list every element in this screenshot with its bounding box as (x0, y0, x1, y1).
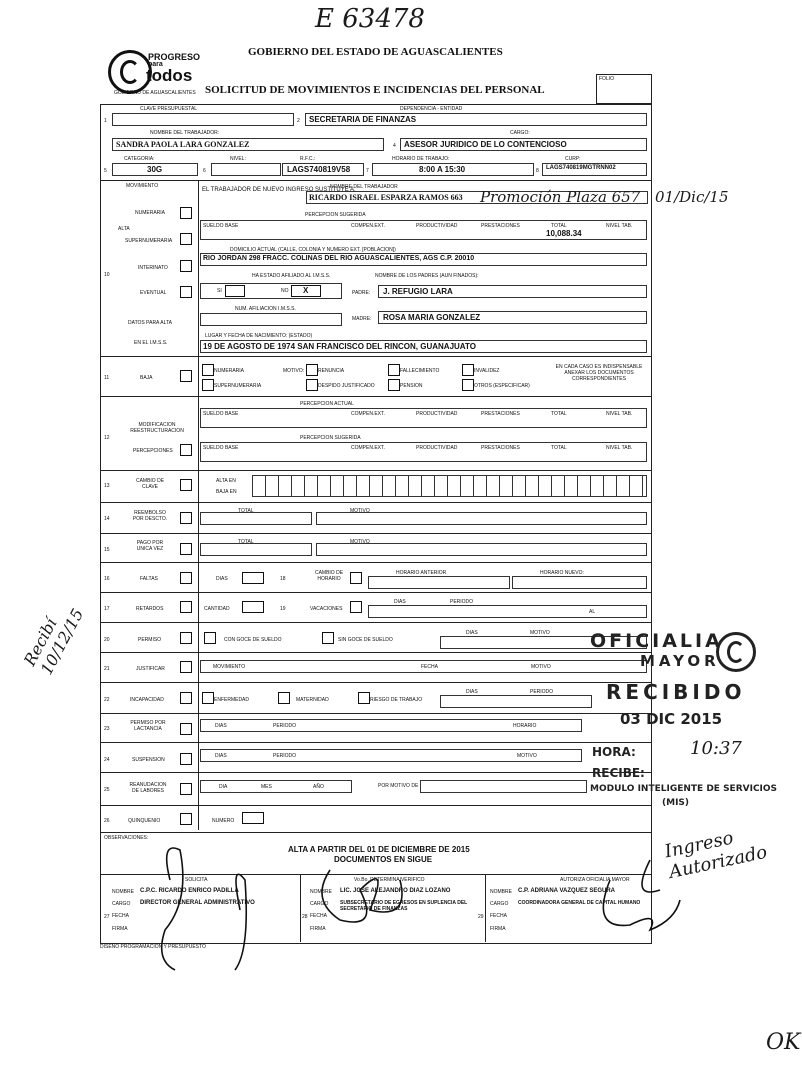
field-num-14: 14 (104, 516, 110, 522)
madre-value: ROSA MARIA GONZALEZ (383, 313, 481, 322)
divider-baja (100, 356, 651, 357)
curp-label: CURP: (565, 156, 581, 162)
reembolso-total-input[interactable] (200, 512, 312, 525)
baja-numeraria-label: NUMERARIA (214, 368, 245, 374)
baja-nota: EN CADA CASO ES INDISPENSABLE ANEXAR LOS DOCUMENTOS CORRESPONDIENTES (555, 364, 643, 382)
permiso-motivo-label: MOTIVO (530, 630, 550, 636)
por-motivo-label: POR MOTIVO DE (378, 783, 419, 789)
fallecimiento-checkbox[interactable] (388, 364, 400, 376)
field-num-6: 6 (203, 168, 206, 174)
ma-compen-ext: COMPEN.EXT. (351, 411, 385, 417)
horario-anterior-label: HORARIO ANTERIOR (396, 570, 447, 576)
divider-13 (100, 470, 651, 471)
divider-14 (100, 502, 651, 503)
stamp-logo-icon (716, 632, 756, 672)
justificar-fecha-label: FECHA (421, 664, 438, 670)
suspension-periodo-label: PERIODO (273, 753, 297, 759)
ms-total: TOTAL (551, 445, 567, 451)
vac-dias-label: DIAS (394, 599, 406, 605)
incap-dias-label: DIAS (466, 689, 478, 695)
vacaciones-label: VACACIONES (310, 606, 343, 612)
file-number: E 63478 (315, 4, 425, 34)
divider-17 (100, 592, 651, 593)
reembolso-total-label: TOTAL (238, 508, 254, 514)
footer-label: DISEÑO PROGRAMACION Y PRESUPUESTO (100, 944, 206, 950)
pago-unica-label: PAGO POR UNICA VEZ (136, 540, 164, 552)
suspension-checkbox[interactable] (180, 753, 192, 765)
si-label: SI (217, 288, 222, 294)
padre-value: J. REFUGIO LARA (383, 287, 453, 296)
enfermedad-checkbox[interactable] (202, 692, 214, 704)
por-motivo-input[interactable] (420, 780, 587, 793)
percepcion-sugerida-label: PERCEPCION SUGERIDA (305, 212, 366, 218)
ma-nivel-tab: NIVEL TAB. (606, 411, 633, 417)
divider-22 (100, 682, 651, 683)
invalidez-checkbox[interactable] (462, 364, 474, 376)
productividad-label: PRODUCTIVIDAD (416, 223, 458, 229)
percepcion-actual-label: PERCEPCION ACTUAL (300, 401, 354, 407)
stamp-recibe-label: RECIBE: (592, 766, 645, 780)
nombre-trab-label: NOMBRE DEL TRABAJADOR (330, 184, 398, 190)
clave-label: CLAVE PRESUPUESTAL (140, 106, 198, 112)
sin-goce-checkbox[interactable] (322, 632, 334, 644)
baja-supernumeraria-checkbox[interactable] (202, 379, 214, 391)
rfc-input[interactable] (282, 163, 364, 176)
renuncia-label: RENUNCIA (318, 368, 345, 374)
dependencia-input[interactable] (305, 113, 647, 126)
maternidad-label: MATERNIDAD (296, 697, 329, 703)
percepcion-sugerida-mod-label: PERCEPCION SUGERIDA (300, 435, 361, 441)
field-num-13: 13 (104, 483, 110, 489)
rfc-value: LAGS740819V58 (287, 165, 351, 174)
field-num-2: 2 (297, 118, 300, 124)
column-divider (198, 180, 199, 830)
stamp-fecha: 03 DIC 2015 (620, 710, 723, 728)
solicita-firma-label: FIRMA (112, 926, 128, 932)
padre-label: PADRE: (352, 290, 371, 296)
vobo-label: Vo.Bo. DETERMINA/VERIFICO (354, 877, 425, 883)
justificar-label: JUSTIFICAR (136, 666, 165, 672)
ma-prestaciones: PRESTACIONES (481, 411, 520, 417)
justificar-mov-label: MOVIMIENTO (213, 664, 246, 670)
afiliado-label: HA ESTADO AFILIADO AL I.M.S.S. (252, 273, 331, 279)
field-num-25: 25 (104, 787, 110, 793)
lactancia-dias-label: DIAS (215, 723, 227, 729)
reanudacion-label: REANUDACION DE LABORES (129, 782, 167, 794)
num-afil-label: NUM. AFILIACION I.M.S.S. (235, 306, 296, 312)
autoriza-cargo: COORDINADORA GENERAL DE CAPITAL HUMANO (518, 900, 641, 906)
percepcion-actual-row[interactable] (200, 408, 647, 428)
dependencia-label: DEPENDENCIA - ENTIDAD (400, 106, 463, 112)
field-num-1: 1 (104, 118, 107, 124)
field-num-7: 7 (366, 168, 369, 174)
logo-caption: GOBIERNO DE AGUASCALIENTES (114, 90, 196, 96)
enfermedad-label: ENFERMEDAD (214, 697, 250, 703)
stamp-recibido: RECIBIDO (606, 680, 746, 704)
permiso-dias-label: DIAS (466, 630, 478, 636)
field-num-26: 26 (104, 818, 110, 824)
cambio-horario-checkbox[interactable] (350, 572, 362, 584)
ms-compen-ext: COMPEN.EXT. (351, 445, 385, 451)
horario-nuevo-input[interactable] (512, 576, 647, 589)
si-checkbox[interactable] (225, 285, 245, 297)
baja-numeraria-checkbox[interactable] (202, 364, 214, 376)
invalidez-label: INVALIDEZ (474, 368, 500, 374)
lactancia-horario-label: HORARIO (513, 723, 537, 729)
alta-en-label: ALTA EN (216, 478, 236, 484)
quinquenio-numero-label: NUMERO (212, 818, 235, 824)
despido-label: DESPIDO JUSTIFICADO (318, 383, 375, 389)
field-num-8: 8 (536, 168, 539, 174)
supernumeraria-checkbox[interactable] (180, 233, 192, 245)
cambio-clave-label: CAMBIO DE CLAVE (135, 478, 165, 490)
pago-total-input[interactable] (200, 543, 312, 556)
autoriza-fecha-label: FECHA (490, 913, 507, 919)
cantidad-input[interactable] (242, 601, 264, 613)
stamp-line2: MAYOR (640, 652, 720, 670)
baja-supernumeraria-label: SUPERNUMERARIA (214, 383, 262, 389)
curp-value: LAGS740819MGTRNN02 (546, 165, 616, 171)
pension-checkbox[interactable] (388, 379, 400, 391)
gov-title: GOBIERNO DEL ESTADO DE AGUASCALIENTES (248, 46, 503, 58)
otros-checkbox[interactable] (462, 379, 474, 391)
pago-motivo-label: MOTIVO (350, 539, 370, 545)
suspension-dias-label: DIAS (215, 753, 227, 759)
margin-note-right: Ingreso Autorizado (662, 827, 770, 883)
logo-line2: para (148, 61, 163, 68)
stamp-hora-value: 10:37 (690, 738, 742, 759)
nivel-tab-label: NIVEL TAB. (606, 223, 633, 229)
divider-modificacion (100, 396, 651, 397)
lactancia-checkbox[interactable] (180, 723, 192, 735)
reanudacion-checkbox[interactable] (180, 783, 192, 795)
ms-prestaciones: PRESTACIONES (481, 445, 520, 451)
domicilio-label: DOMICILIO ACTUAL (CALLE, COLONIA Y NUMERO EXT. [POBLACION]) (230, 247, 396, 253)
signatures-scribble (130, 820, 690, 980)
suspension-label: SUSPENSION (132, 757, 165, 763)
eventual-label: EVENTUAL (140, 290, 167, 296)
margin-note-bottom: OK (766, 1030, 801, 1055)
cargo-input[interactable] (400, 138, 647, 151)
ms-productividad: PRODUCTIVIDAD (416, 445, 458, 451)
field-num-29: 29 (478, 914, 484, 920)
autoriza-cargo-label: CARGO (490, 901, 509, 907)
cargo-value: ASESOR JURIDICO DE LO CONTENCIOSO (404, 140, 567, 149)
field-num-24: 24 (104, 757, 110, 763)
faltas-dias-label: DIAS (216, 576, 228, 582)
field-num-4: 4 (393, 143, 396, 149)
field-num-16: 16 (104, 576, 110, 582)
solicita-cargo-label: CARGO (112, 901, 131, 907)
reanudacion-mes-label: MES (261, 784, 272, 790)
total-label: TOTAL (551, 223, 567, 229)
prestaciones-label: PRESTACIONES (481, 223, 520, 229)
interinato-label: INTERINATO (138, 265, 168, 271)
logo-line1: PROGRESO (148, 52, 201, 62)
vobo-firma-label: FIRMA (310, 926, 326, 932)
madre-input[interactable] (378, 311, 647, 324)
lactancia-periodo-label: PERIODO (273, 723, 297, 729)
maternidad-checkbox[interactable] (278, 692, 290, 704)
field-num-21: 21 (104, 666, 110, 672)
observaciones-line2: DOCUMENTOS EN SIGUE (334, 855, 433, 864)
movimiento-col-label: MOVIMIENTO (126, 183, 159, 189)
field-num-18: 18 (280, 576, 286, 582)
no-label: NO (281, 288, 289, 294)
ma-productividad: PRODUCTIVIDAD (416, 411, 458, 417)
riesgo-label: RIESGO DE TRABAJO (370, 697, 423, 703)
incapacidad-label: INCAPACIDAD (130, 697, 164, 703)
retardos-label: RETARDOS (136, 606, 164, 612)
ms-nivel-tab: NIVEL TAB. (606, 445, 633, 451)
field-num-27: 27 (104, 914, 110, 920)
reembolso-checkbox[interactable] (180, 512, 192, 524)
solicita-nombre-label: NOMBRE (112, 889, 134, 895)
nombre-value: SANDRA PAOLA LARA GONZALEZ (116, 140, 250, 149)
retardos-checkbox[interactable] (180, 601, 192, 613)
divider-23 (100, 713, 651, 714)
cambio-clave-grid[interactable] (252, 475, 647, 497)
percepciones-checkbox[interactable] (180, 444, 192, 456)
sustituye-label: EL TRABAJADOR DE NUEVO INGRESO SUSTITUYE A: (202, 187, 356, 193)
ms-sueldo-base: SUELDO BASE (203, 445, 239, 451)
cargo-label: CARGO: (510, 130, 530, 136)
logo-line3: todos (146, 66, 193, 85)
folio-label: FOLIO (599, 76, 615, 82)
categoria-value: 30G (147, 165, 163, 174)
domicilio-input[interactable] (200, 253, 647, 266)
en-imss-label: EN EL I.M.S.S. (134, 340, 168, 346)
divider-20 (100, 622, 651, 623)
reanudacion-anio-label: AÑO (313, 784, 324, 790)
handwritten-date: 01/Dic/15 (655, 188, 729, 206)
autoriza-nombre-label: NOMBRE (490, 889, 512, 895)
eventual-checkbox[interactable] (180, 286, 192, 298)
lactancia-label: PERMISO POR LACTANCIA (130, 720, 166, 732)
vobo-fecha-label: FECHA (310, 913, 327, 919)
horario-value: 8:00 A 15:30 (419, 165, 466, 174)
field-num-22: 22 (104, 697, 110, 703)
num-afil-input[interactable] (200, 313, 342, 326)
reanudacion-fecha-input[interactable] (200, 780, 352, 793)
suspension-input[interactable] (200, 749, 582, 762)
solicita-fecha-label: FECHA (112, 913, 129, 919)
stamp-mis: (MIS) (662, 798, 690, 808)
stamp-hora-label: HORA: (592, 745, 636, 759)
vobo-cargo: SUBSECRETARIO DE EGRESOS EN SUPLENCIA DEL SECRETARIO DE FINANZAS (340, 900, 468, 912)
reembolso-label: REEMBOLSO POR DESCTO. (132, 510, 168, 522)
divider-25 (100, 772, 651, 773)
field-num-10: 10 (104, 272, 110, 278)
percepcion-sugerida-row[interactable] (200, 220, 647, 240)
pension-label: PENSION (400, 383, 423, 389)
field-num-28: 28 (302, 914, 308, 920)
pago-total-label: TOTAL (238, 539, 254, 545)
interinato-checkbox[interactable] (180, 260, 192, 272)
nivel-input[interactable] (211, 163, 281, 176)
horario-anterior-input[interactable] (368, 576, 510, 589)
categoria-input[interactable] (112, 163, 198, 176)
solicita-label: SOLICITA (185, 877, 208, 883)
numeraria-checkbox[interactable] (180, 207, 192, 219)
justificar-input[interactable] (200, 660, 647, 673)
alta-label: ALTA (118, 226, 130, 232)
pago-unica-checkbox[interactable] (180, 543, 192, 555)
observaciones-line1: ALTA A PARTIR DEL 01 DE DICIEMBRE DE 2015 (288, 845, 470, 854)
padres-label: NOMBRE DE LOS PADRES (AUN FINADOS): (375, 273, 479, 279)
divider-21 (100, 652, 651, 653)
incapacidad-checkbox[interactable] (180, 692, 192, 704)
permiso-checkbox[interactable] (180, 632, 192, 644)
baja-label: BAJA (140, 375, 153, 381)
field-num-5: 5 (104, 168, 107, 174)
afiliado-row (200, 283, 342, 299)
nivel-label: NIVEL: (230, 156, 246, 162)
reembolso-motivo-label: MOTIVO (350, 508, 370, 514)
con-goce-label: CON GOCE DE SUELDO (224, 637, 282, 643)
permiso-label: PERMISO (138, 637, 162, 643)
con-goce-checkbox[interactable] (204, 632, 216, 644)
faltas-dias-input[interactable] (242, 572, 264, 584)
total-value: 10,088.34 (546, 229, 582, 238)
vacaciones-checkbox[interactable] (350, 601, 362, 613)
riesgo-checkbox[interactable] (358, 692, 370, 704)
vobo-cargo-label: CARGO (310, 901, 329, 907)
folio-box[interactable] (596, 74, 652, 104)
vac-periodo-label: PERIODO (450, 599, 474, 605)
fallecimiento-label: FALLECIMIENTO (400, 368, 440, 374)
curp-input[interactable] (542, 163, 647, 176)
divider-24 (100, 742, 651, 743)
pago-motivo-input[interactable] (316, 543, 647, 556)
lugar-input[interactable] (200, 340, 647, 353)
divider-movimiento (100, 180, 651, 181)
field-num-12: 12 (104, 435, 110, 441)
despido-checkbox[interactable] (306, 379, 318, 391)
baja-checkbox[interactable] (180, 370, 192, 382)
cantidad-label: CANTIDAD (204, 606, 230, 612)
incap-periodo-label: PERIODO (530, 689, 554, 695)
rfc-label: R.F.C.: (300, 156, 316, 162)
cambio-clave-checkbox[interactable] (180, 479, 192, 491)
supernumeraria-label: SUPERNUMERARIA (125, 238, 173, 244)
nombre-label: NOMBRE DEL TRABAJADOR: (150, 130, 220, 136)
horario-nuevo-label: HORARIO NUEVO: (540, 570, 584, 576)
nombre-input[interactable] (112, 138, 384, 151)
margin-note-left: Recibí 10/12/15 (20, 605, 88, 678)
field-num-15: 15 (104, 547, 110, 553)
domicilio-value: RIO JORDAN 298 FRACC. COLINAS DEL RIO AGUASCALIENTES, AGS C.P. 20010 (203, 255, 475, 262)
modificacion-label: MODIFICACION REESTRUCTURACION (130, 422, 184, 434)
lugar-label: LUGAR Y FECHA DE NACIMIENTO: (ESTADO) (205, 333, 313, 339)
field-num-20: 20 (104, 637, 110, 643)
divider-26 (100, 805, 651, 806)
dependencia-value: SECRETARIA DE FINANZAS (309, 115, 417, 124)
cambio-horario-label: CAMBIO DE HORARIO (314, 570, 344, 582)
percepciones-label: PERCEPCIONES (133, 448, 173, 454)
form-title: SOLICITUD DE MOVIMIENTOS E INCIDENCIAS DEL PERSONAL (205, 84, 545, 96)
autoriza-firma-label: FIRMA (490, 926, 506, 932)
vacaciones-input[interactable] (368, 605, 647, 618)
quinquenio-label: QUINQUENIO (128, 818, 161, 824)
lugar-value: 19 DE AGOSTO DE 1974 SAN FRANCISCO DEL RINCON, GUANAJUATO (203, 342, 476, 351)
field-num-19: 19 (280, 606, 286, 612)
horario-label: HORARIO DE TRABAJO: (392, 156, 450, 162)
stamp-line1: OFICIALIA (590, 630, 723, 652)
observaciones-label: OBSERVACIONES: (104, 835, 149, 841)
autoriza-nombre: C.P. ADRIANA VAZQUEZ SEGURA (518, 888, 616, 894)
suspension-motivo-label: MOTIVO (517, 753, 537, 759)
compen-ext-label: COMPEN.EXT. (351, 223, 385, 229)
vac-al-label: AL (589, 609, 596, 615)
divider-16 (100, 562, 651, 563)
reembolso-motivo-input[interactable] (316, 512, 647, 525)
divider-15 (100, 533, 651, 534)
vobo-nombre: LIC. JOSE ALEJANDRO DIAZ LOZANO (340, 888, 451, 894)
baja-en-label: BAJA EN (216, 489, 237, 495)
sueldo-base-label: SUELDO BASE (203, 223, 239, 229)
datos-alta-label: DATOS PARA ALTA (128, 320, 172, 326)
solicita-cargo: DIRECTOR GENERAL ADMINISTRATIVO (140, 900, 255, 906)
faltas-label: FALTAS (140, 576, 158, 582)
baja-motivo-label: MOTIVO: (283, 368, 305, 374)
field-num-17: 17 (104, 606, 110, 612)
otros-label: OTROS (ESPECIFICAR) (474, 383, 530, 389)
incap-input[interactable] (440, 695, 592, 708)
no-mark: X (303, 286, 309, 295)
handwritten-promo: Promoción Plaza 657 (480, 188, 641, 206)
clave-input[interactable] (112, 113, 294, 126)
faltas-checkbox[interactable] (180, 572, 192, 584)
ma-total: TOTAL (551, 411, 567, 417)
numeraria-label: NUMERARIA (135, 210, 166, 216)
sin-goce-label: SIN GOCE DE SUELDO (338, 637, 393, 643)
autoriza-label: AUTORIZA OFICIALIA MAYOR (560, 877, 630, 883)
no-checkbox[interactable] (291, 285, 321, 297)
justificar-motivo-label: MOTIVO (531, 664, 551, 670)
sustituye-value: RICARDO ISRAEL ESPARZA RAMOS 663 (309, 193, 463, 202)
lactancia-input[interactable] (200, 719, 582, 732)
vobo-nombre-label: NOMBRE (310, 889, 332, 895)
stamp-modulo: MODULO INTELIGENTE DE SERVICIOS (590, 784, 778, 794)
madre-label: MADRE: (352, 316, 372, 322)
reanudacion-dia-label: DIA (219, 784, 228, 790)
justificar-checkbox[interactable] (180, 661, 192, 673)
field-num-11: 11 (104, 375, 110, 381)
percepcion-sugerida-mod-row[interactable] (200, 442, 647, 462)
solicita-nombre: C.P.C. RICARDO ENRICO PADILLA (140, 888, 239, 894)
renuncia-checkbox[interactable] (306, 364, 318, 376)
field-num-23: 23 (104, 726, 110, 732)
categoria-label: CATEGORIA: (124, 156, 155, 162)
padre-input[interactable] (378, 285, 647, 298)
ma-sueldo-base: SUELDO BASE (203, 411, 239, 417)
horario-input[interactable] (372, 163, 534, 176)
